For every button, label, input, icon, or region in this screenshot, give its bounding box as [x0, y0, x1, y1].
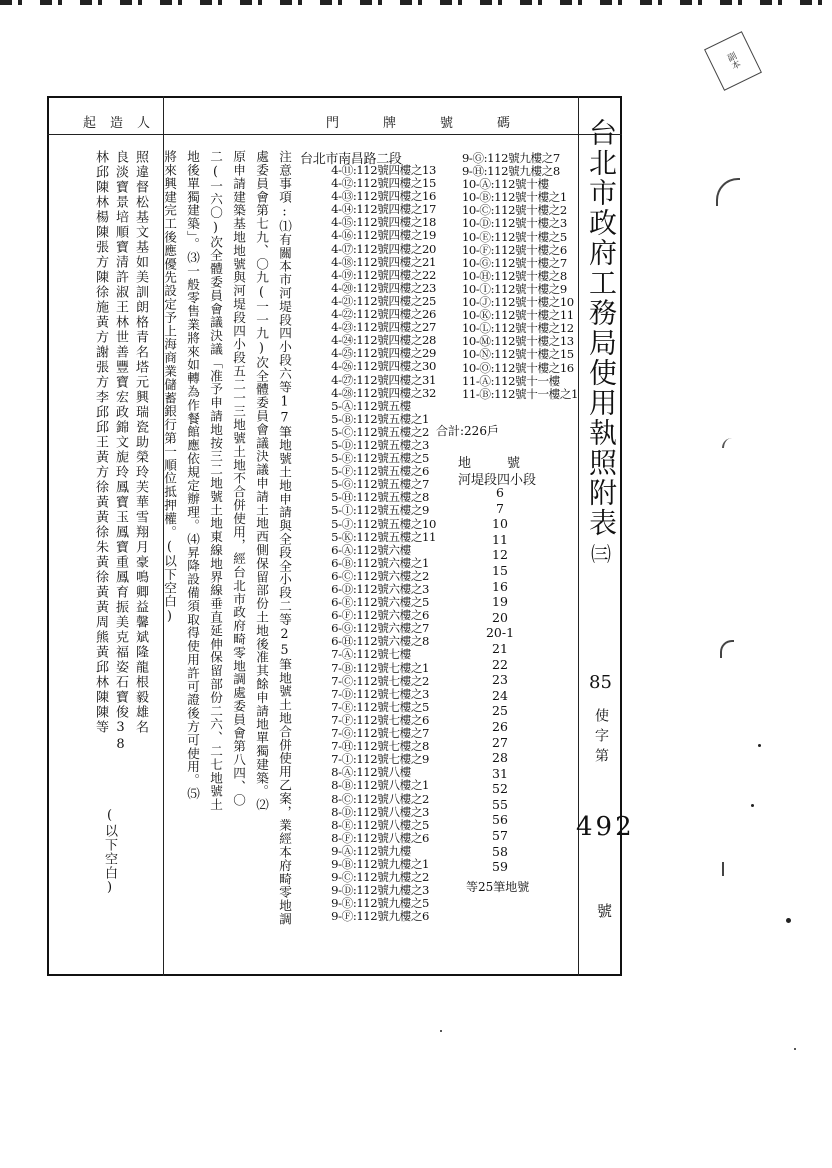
address-row: 4-㉒:112號四樓之26	[331, 307, 436, 322]
address-row: 7-Ⓘ:112號七樓之9	[331, 752, 430, 767]
address-row: 6-Ⓒ:112號六樓之2	[331, 568, 430, 583]
address-row: 5-Ⓚ:112號五樓之11	[331, 529, 436, 544]
land-number: 59	[492, 859, 508, 875]
address-row: 10-Ⓝ:112號十樓之15	[461, 347, 574, 362]
note-column: 地後單獨建築」。⑶一般零售業將來如轉為作餐館應依規定辦理。⑷昇降設備須取得使用許可證後方可使用。⑸	[185, 150, 200, 801]
land-number: 20-1	[485, 625, 515, 641]
address-row: 7-Ⓔ:112號七樓之5	[331, 699, 430, 714]
scan-speck	[440, 1030, 442, 1032]
land-number: 22	[492, 656, 508, 672]
address-row: 10-Ⓓ:112號十樓之3	[461, 216, 567, 231]
address-row: 9-Ⓕ:112號九樓之6	[331, 909, 430, 924]
address-row: 4-㉓:112號四樓之27	[331, 320, 436, 335]
address-row: 5-Ⓓ:112號五樓之3	[331, 437, 430, 452]
land-number: 28	[492, 750, 508, 766]
applicant-column: 良淡寶景培順寶清許淑王林世善豐寶宏政錦文旎玲鳳寶玉鳳寶重鳳育振美克福姿石寶俊38	[113, 150, 128, 754]
address-row: 6-Ⓐ:112號六樓	[331, 542, 411, 557]
permit-suffix: 號	[597, 902, 613, 920]
address-row: 6-Ⓑ:112號六樓之1	[331, 555, 430, 570]
address-street: 台北市南昌路二段	[300, 152, 402, 167]
address-row: 4-⑫:112號四樓之15	[331, 176, 436, 191]
address-row: 10-Ⓒ:112號十樓之2	[461, 203, 567, 218]
scan-mark	[722, 862, 734, 876]
address-row: 7-Ⓕ:112號七樓之6	[331, 712, 430, 727]
header-door-number: 門牌號碼	[326, 116, 555, 131]
address-row: 7-Ⓑ:112號七樓之1	[331, 660, 430, 675]
land-number: 31	[492, 765, 508, 781]
address-row: 9-Ⓗ:112號九樓之8	[461, 164, 560, 179]
address-row: 6-Ⓔ:112號六樓之5	[331, 595, 430, 610]
scan-speck	[786, 918, 791, 923]
address-row: 5-Ⓙ:112號五樓之10	[331, 516, 436, 531]
address-row: 4-㉗:112號四樓之31	[331, 372, 436, 387]
address-row: 5-Ⓔ:112號五樓之5	[331, 451, 430, 466]
note-column: 將來興建完工後應優先設定予上海商業儲蓄銀行第一順位抵押權。(以下空白)	[162, 150, 177, 624]
title-column-divider	[578, 96, 579, 976]
address-row: 9-Ⓖ:112號九樓之7	[461, 151, 560, 165]
address-row: 8-Ⓕ:112號八樓之6	[331, 830, 430, 845]
scan-mark	[716, 178, 740, 206]
address-row: 10-Ⓗ:112號十樓之8	[461, 268, 567, 283]
address-row: 4-⑮:112號四樓之18	[331, 215, 436, 230]
applicants-tail: (以下空白)	[102, 808, 117, 896]
land-number: 19	[492, 594, 508, 610]
note-column: 二(一六〇)次全體委員會議決議「准予申請地按三二地號土地東線地界線垂直延伸保留部份二六、二七地號土	[208, 150, 223, 812]
address-row: 9-Ⓓ:112號九樓之3	[331, 883, 430, 898]
permit-prefix: 使字第	[593, 708, 609, 768]
land-number: 15	[492, 562, 508, 578]
land-number: 6	[496, 485, 504, 500]
land-number: 7	[496, 500, 504, 516]
scan-edge-artifact	[0, 0, 832, 5]
permit-year: 85	[589, 672, 612, 693]
scan-mark	[720, 640, 734, 658]
address-row: 8-Ⓑ:112號八樓之1	[331, 778, 430, 793]
address-row: 4-㉖:112號四樓之30	[331, 359, 436, 374]
address-row: 7-Ⓓ:112號七樓之3	[331, 686, 430, 701]
land-number: 20	[492, 609, 508, 625]
address-row: 5-Ⓘ:112號五樓之9	[331, 503, 430, 518]
address-row: 4-⑭:112號四樓之17	[331, 202, 436, 217]
land-number: 55	[492, 796, 508, 812]
address-row: 8-Ⓒ:112號八樓之2	[331, 791, 430, 806]
land-number: 25	[492, 703, 508, 719]
land-number: 11	[492, 531, 508, 547]
land-number: 26	[492, 718, 508, 734]
address-row: 4-⑬:112號四樓之16	[331, 189, 436, 204]
address-row: 4-㉘:112號四樓之32	[331, 385, 436, 400]
address-row: 4-⑰:112號四樓之20	[331, 241, 436, 256]
address-row: 9-Ⓐ:112號九樓	[331, 843, 411, 858]
address-row: 7-Ⓗ:112號七樓之8	[331, 739, 430, 754]
address-row: 9-Ⓔ:112號九樓之5	[331, 896, 430, 911]
address-row: 6-Ⓓ:112號六樓之3	[331, 582, 430, 596]
stamp-seal: 副本	[704, 31, 762, 91]
notes-block	[158, 150, 296, 926]
address-row: 10-Ⓜ:112號十樓之13	[461, 334, 574, 349]
note-column: 處委員會第七九、〇九(一一九)次全體委員會議決議申請土地西側保留部份土地後准其餘申請地單獨建築。⑵	[254, 150, 269, 812]
address-row: 7-Ⓖ:112號七樓之7	[331, 726, 430, 741]
header-applicant: 起造人	[83, 116, 165, 131]
title-mark: ㈢	[591, 542, 611, 566]
land-number: 24	[492, 687, 508, 703]
address-row: 5-Ⓕ:112號五樓之6	[331, 464, 430, 479]
land-number: 56	[492, 812, 508, 828]
address-list-left	[331, 164, 436, 923]
applicant-column: 林邱陳林楊陳張方陳徐施黃方謝張方李邱邱王黃方徐黃黃徐朱黃徐黃黃周熊黃邱林陳陳等	[93, 150, 108, 735]
note-column: 原申請建築基地地號與河堤段四小段五二一三地號土地不合併使用，經台北市政府畸零地調處委員會第八四、〇	[231, 150, 246, 807]
address-row: 4-⑱:112號四樓之21	[331, 254, 436, 269]
address-row: 8-Ⓐ:112號八樓	[331, 765, 411, 780]
scan-mark	[722, 438, 734, 448]
address-row: 4-㉑:112號四樓之25	[331, 293, 436, 308]
address-row: 10-Ⓔ:112號十樓之5	[461, 229, 567, 244]
land-section: 河堤段四小段	[458, 473, 537, 488]
address-row: 11-Ⓐ:112號十一樓	[461, 373, 560, 388]
land-number: 16	[492, 578, 508, 594]
address-row: 5-Ⓖ:112號五樓之7	[331, 477, 430, 492]
address-row: 4-⑳:112號四樓之23	[331, 280, 436, 295]
address-row: 7-Ⓒ:112號七樓之2	[331, 673, 430, 688]
land-number: 57	[492, 828, 508, 844]
address-row: 10-Ⓛ:112號十樓之12	[461, 321, 574, 336]
address-row: 4-㉔:112號四樓之28	[331, 333, 436, 348]
land-number: 27	[492, 734, 508, 750]
scan-speck	[751, 804, 754, 807]
header-divider	[47, 134, 622, 135]
address-row: 10-Ⓕ:112號十樓之6	[461, 242, 567, 257]
document-title: 台北市政府工務局使用執照附表	[585, 118, 618, 538]
address-total: 合計:226戶	[436, 424, 499, 438]
land-number: 12	[492, 547, 508, 563]
address-row: 8-Ⓔ:112號八樓之5	[331, 817, 430, 832]
address-row: 10-Ⓞ:112號十樓之16	[461, 360, 574, 375]
address-row: 5-Ⓐ:112號五樓	[331, 398, 411, 413]
address-row: 10-Ⓐ:112號十樓	[461, 177, 549, 192]
address-row: 4-㉕:112號四樓之29	[331, 346, 436, 361]
scan-speck	[758, 744, 761, 747]
land-number: 10	[492, 516, 508, 532]
applicant-column: 照違督松基文基如美訓朗格青名塔元興瑞瓷助榮玲芙華雪翔月豪鳴卿益馨斌隆龍根毅雄名	[133, 150, 148, 735]
address-row: 10-Ⓖ:112號十樓之7	[461, 255, 567, 270]
land-number-list	[470, 485, 530, 875]
header-lot-number: 地號	[458, 456, 557, 471]
address-row: 5-Ⓑ:112號五樓之1	[331, 411, 430, 426]
address-row: 5-Ⓒ:112號五樓之2	[331, 424, 430, 439]
address-list-right	[462, 152, 578, 401]
address-row: 10-Ⓑ:112號十樓之1	[461, 190, 567, 205]
address-row: 7-Ⓐ:112號七樓	[331, 647, 411, 662]
land-number: 21	[492, 640, 508, 656]
applicant-block	[90, 150, 150, 754]
address-row: 10-Ⓚ:112號十樓之11	[461, 308, 574, 323]
address-row: 8-Ⓓ:112號八樓之3	[331, 804, 430, 819]
address-row: 4-⑪:112號四樓之13	[331, 163, 436, 177]
note-column: 注意事項:⑴有關本市河堤段四小段六等17筆地號土地申請與全段全小段二等25筆地號土地合併使用乙案，業經本府畸零地調	[277, 150, 292, 926]
address-row: 4-⑯:112號四樓之19	[331, 228, 436, 243]
land-total: 等25筆地號	[466, 880, 530, 894]
land-number: 52	[492, 781, 508, 797]
scan-speck	[794, 1048, 796, 1050]
address-row: 10-Ⓘ:112號十樓之9	[461, 281, 567, 296]
permit-number: 492	[576, 812, 635, 842]
land-number: 58	[492, 843, 508, 859]
land-number: 23	[492, 672, 508, 688]
address-row: 10-Ⓙ:112號十樓之10	[461, 295, 574, 310]
address-row: 6-Ⓕ:112號六樓之6	[331, 608, 430, 623]
address-row: 6-Ⓗ:112號六樓之8	[331, 634, 430, 649]
address-row: 6-Ⓖ:112號六樓之7	[331, 621, 430, 636]
address-row: 9-Ⓒ:112號九樓之2	[331, 870, 430, 885]
address-row: 4-⑲:112號四樓之22	[331, 267, 436, 282]
address-row: 5-Ⓗ:112號五樓之8	[331, 490, 430, 505]
address-row: 11-Ⓑ:112號十一樓之1	[461, 386, 578, 401]
address-row: 9-Ⓑ:112號九樓之1	[331, 856, 430, 871]
